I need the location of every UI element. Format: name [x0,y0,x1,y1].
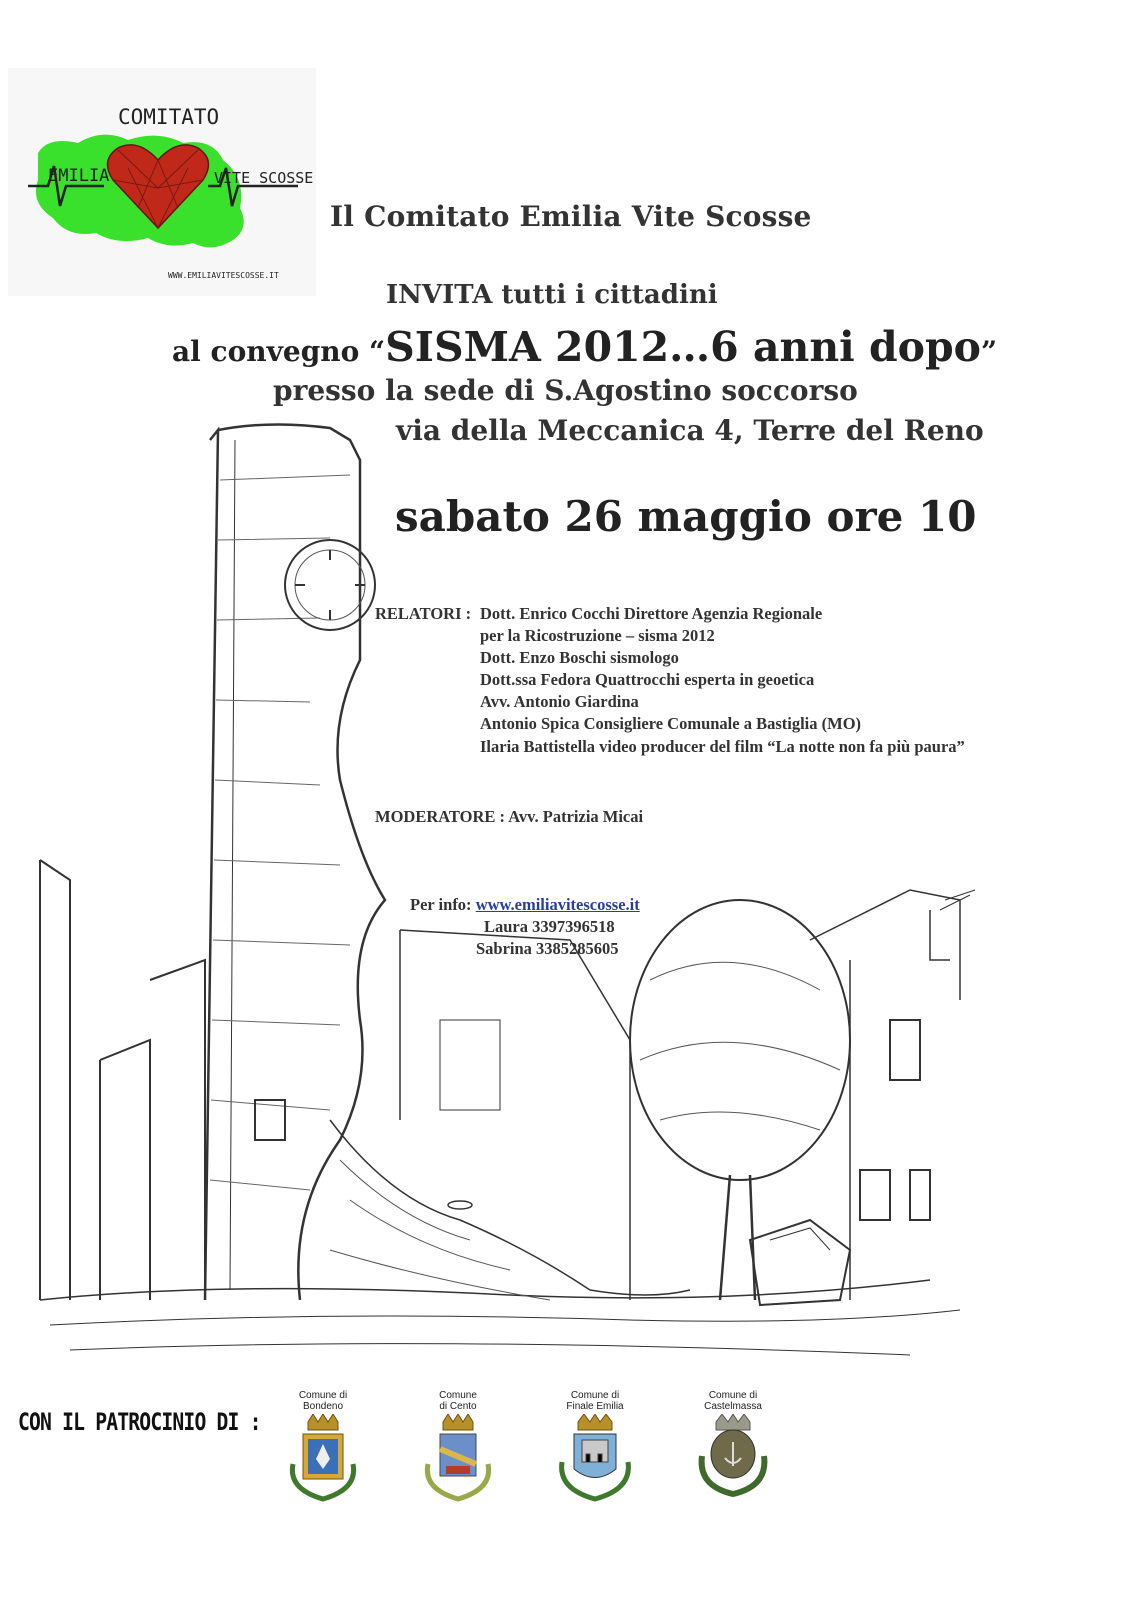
relatore-item: Avv. Antonio Giardina [480,692,639,711]
event-datetime: sabato 26 maggio ore 10 [395,492,977,541]
bondeno-coat-of-arms-icon [278,1414,368,1509]
convegno-line [172,323,997,371]
patrocinio-label: CON IL PATROCINIO DI : [18,1408,261,1436]
logo-graphic [8,68,316,296]
relatore-item: Dott. Enzo Boschi sismologo [480,648,679,667]
logo-left-word: EMILIA [48,166,110,186]
illustration-tower-sketch [30,420,980,1365]
relatore-item: Ilaria Battistella video producer del film “La notte non fa più paura” [480,737,965,756]
logo-right-word: VITE SCOSSE [214,169,314,187]
convegno-suffix: ” [981,335,998,368]
crest-caption: Comune di Cento [439,1390,477,1412]
address-line: via della Meccanica 4, Terre del Reno [396,414,984,447]
crest-caption: Comune di Finale Emilia [566,1390,624,1412]
invite-line: INVITA tutti i cittadini [386,280,718,310]
logo-url: WWW.EMILIAVITESCOSSE.IT [168,271,279,280]
relatore-item: per la Ricostruzione – sisma 2012 [480,626,715,645]
finale-emilia-coat-of-arms-icon [550,1414,640,1509]
organizer-name: Il Comitato Emilia Vite Scosse [330,200,812,233]
contact-laura: Laura 3397396518 [484,917,615,936]
contact-sabrina: Sabrina 3385285605 [476,939,619,958]
relatori-label: RELATORI : [375,604,472,623]
relatore-item: Dott. Enrico Cocchi Direttore Agenzia Regionale [480,604,823,623]
info-line [410,895,640,915]
relatore-item: Antonio Spica Consigliere Comunale a Bastiglia (MO) [480,714,862,733]
crest-caption: Comune di Castelmassa [704,1390,762,1412]
moderatore-line: MODERATORE : Avv. Patrizia Micai [375,807,644,826]
relatore-item: Dott.ssa Fedora Quattrocchi esperta in geoetica [480,670,815,689]
convegno-prefix: al convegno “ [172,335,386,368]
crest-finale-emilia [545,1390,645,1509]
venue-line: presso la sede di S.Agostino soccorso [273,374,858,407]
convegno-title: SISMA 2012…6 anni dopo [385,323,982,371]
crest-caption: Comune di Bondeno [298,1390,348,1412]
castelmassa-coat-of-arms-icon [688,1414,778,1509]
website-link[interactable]: www.emiliavitescosse.it [475,895,640,914]
crest-cento [408,1390,508,1509]
logo-top-word: COMITATO [118,105,220,129]
logo-comitato [8,68,316,296]
info-label: Per info: [410,895,476,914]
cento-coat-of-arms-icon [413,1414,503,1509]
crest-castelmassa [683,1390,783,1509]
crest-bondeno [273,1390,373,1509]
